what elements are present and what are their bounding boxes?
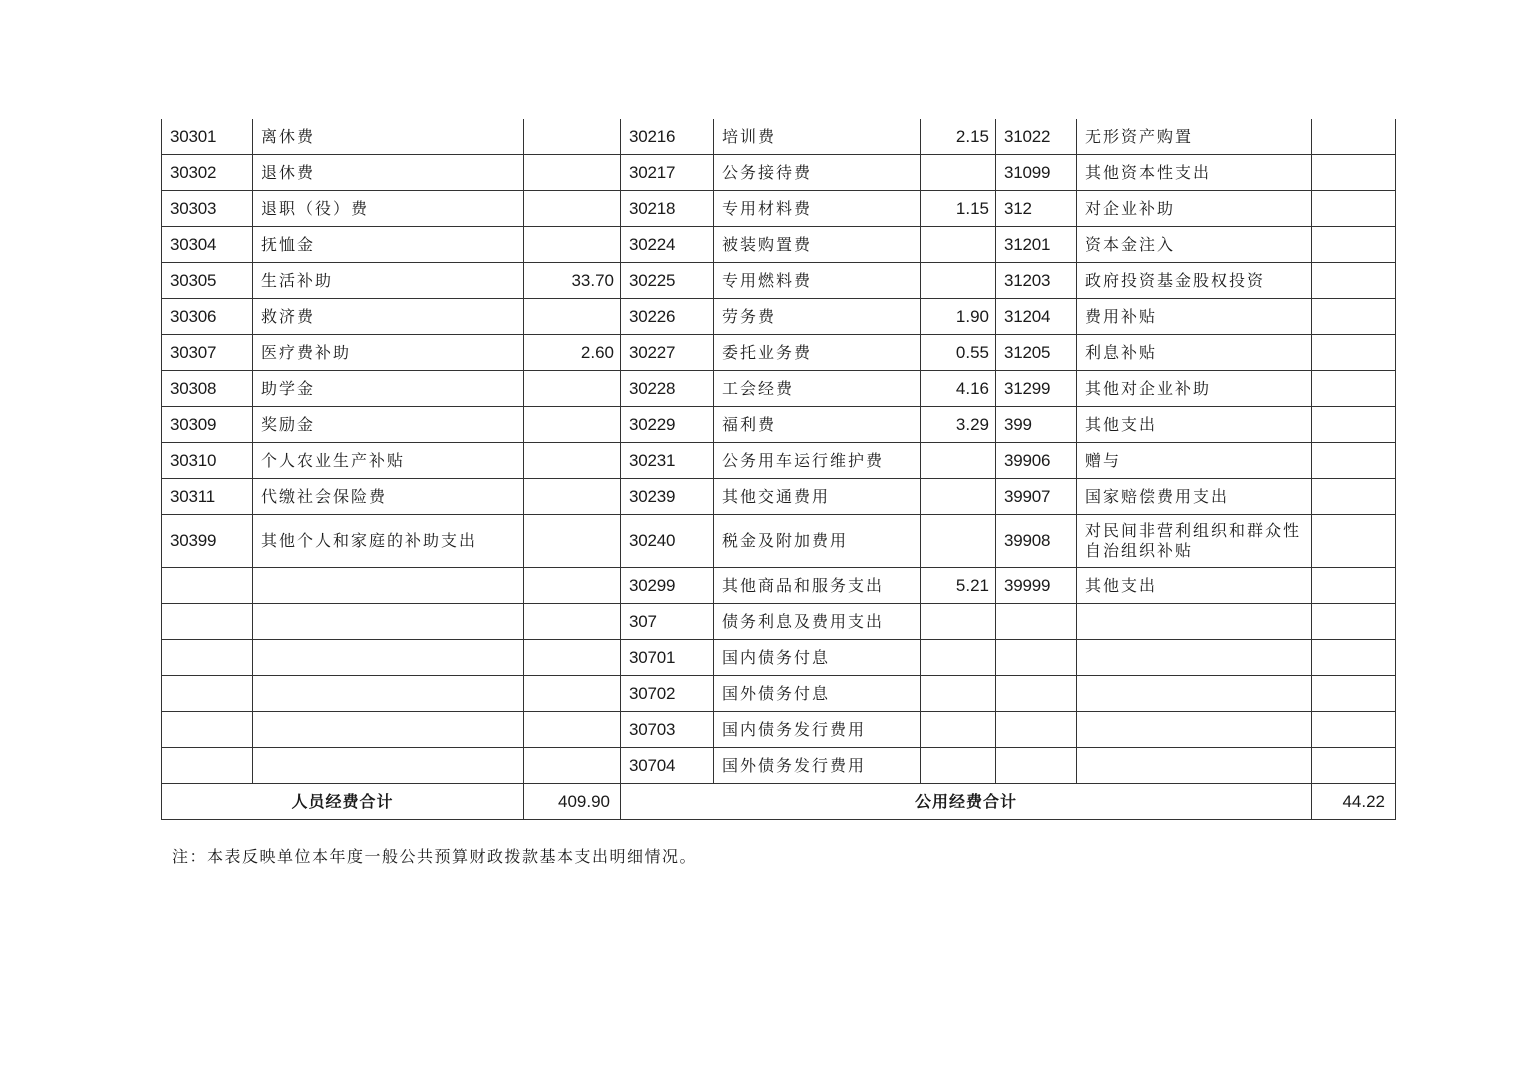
public-item-name: 债务利息及费用支出 [714, 604, 921, 640]
capital-code: 31205 [996, 335, 1077, 371]
capital-item-name: 其他支出 [1077, 407, 1312, 443]
personnel-item-name: 代缴社会保险费 [253, 479, 524, 515]
capital-amount [1312, 191, 1396, 227]
capital-amount [1312, 119, 1396, 155]
capital-code: 31299 [996, 371, 1077, 407]
capital-item-name: 对企业补助 [1077, 191, 1312, 227]
public-total-label: 公用经费合计 [621, 784, 1312, 820]
table-row [162, 227, 1396, 263]
public-code: 30701 [621, 640, 714, 676]
public-code: 30228 [621, 371, 714, 407]
public-amount [921, 515, 996, 568]
public-code: 30227 [621, 335, 714, 371]
public-code: 30239 [621, 479, 714, 515]
personnel-code [162, 676, 253, 712]
table-row [162, 299, 1396, 335]
personnel-amount [524, 191, 621, 227]
public-code: 30231 [621, 443, 714, 479]
personnel-amount: 33.70 [524, 263, 621, 299]
capital-code: 399 [996, 407, 1077, 443]
capital-item-name: 政府投资基金股权投资 [1077, 263, 1312, 299]
personnel-amount [524, 119, 621, 155]
public-item-name: 国内债务付息 [714, 640, 921, 676]
personnel-item-name: 生活补助 [253, 263, 524, 299]
capital-code [996, 748, 1077, 784]
personnel-code: 30302 [162, 155, 253, 191]
personnel-code [162, 604, 253, 640]
personnel-code: 30309 [162, 407, 253, 443]
table-row [162, 515, 1396, 568]
personnel-total-amount: 409.90 [524, 784, 621, 820]
totals-row [162, 784, 1396, 820]
personnel-amount [524, 712, 621, 748]
capital-item-name: 其他资本性支出 [1077, 155, 1312, 191]
public-amount: 1.15 [921, 191, 996, 227]
table-row [162, 568, 1396, 604]
public-amount [921, 155, 996, 191]
public-item-name: 国内债务发行费用 [714, 712, 921, 748]
capital-item-name [1077, 604, 1312, 640]
capital-code [996, 676, 1077, 712]
public-item-name: 公务接待费 [714, 155, 921, 191]
public-item-name: 委托业务费 [714, 335, 921, 371]
capital-item-name [1077, 640, 1312, 676]
public-code: 30216 [621, 119, 714, 155]
personnel-code [162, 712, 253, 748]
personnel-code: 30305 [162, 263, 253, 299]
public-item-name: 专用材料费 [714, 191, 921, 227]
personnel-total-label: 人员经费合计 [162, 784, 524, 820]
capital-item-name: 费用补贴 [1077, 299, 1312, 335]
personnel-amount [524, 299, 621, 335]
public-item-name: 其他商品和服务支出 [714, 568, 921, 604]
capital-item-name: 资本金注入 [1077, 227, 1312, 263]
personnel-item-name [253, 604, 524, 640]
public-amount [921, 263, 996, 299]
capital-code: 39907 [996, 479, 1077, 515]
capital-code: 39999 [996, 568, 1077, 604]
personnel-code: 30303 [162, 191, 253, 227]
capital-item-name: 其他对企业补助 [1077, 371, 1312, 407]
capital-amount [1312, 227, 1396, 263]
capital-code: 31099 [996, 155, 1077, 191]
public-code: 30225 [621, 263, 714, 299]
personnel-item-name: 救济费 [253, 299, 524, 335]
personnel-code: 30310 [162, 443, 253, 479]
table-row [162, 335, 1396, 371]
capital-amount [1312, 407, 1396, 443]
public-amount [921, 227, 996, 263]
personnel-amount [524, 371, 621, 407]
capital-amount [1312, 515, 1396, 568]
capital-item-name: 赠与 [1077, 443, 1312, 479]
table-row [162, 640, 1396, 676]
personnel-code: 30308 [162, 371, 253, 407]
public-code: 307 [621, 604, 714, 640]
personnel-code: 30399 [162, 515, 253, 568]
personnel-code: 30307 [162, 335, 253, 371]
personnel-item-name [253, 568, 524, 604]
table-row [162, 479, 1396, 515]
capital-item-name: 对民间非营利组织和群众性自治组织补贴 [1077, 515, 1312, 568]
public-item-name: 国外债务发行费用 [714, 748, 921, 784]
public-code: 30217 [621, 155, 714, 191]
public-code: 30229 [621, 407, 714, 443]
table-row [162, 191, 1396, 227]
public-item-name: 工会经费 [714, 371, 921, 407]
capital-item-name [1077, 748, 1312, 784]
table-body [162, 119, 1396, 784]
personnel-item-name: 退休费 [253, 155, 524, 191]
public-amount: 1.90 [921, 299, 996, 335]
public-code: 30299 [621, 568, 714, 604]
public-amount [921, 748, 996, 784]
personnel-code [162, 748, 253, 784]
public-item-name: 税金及附加费用 [714, 515, 921, 568]
table-row [162, 443, 1396, 479]
capital-code: 31204 [996, 299, 1077, 335]
public-total-amount: 44.22 [1312, 784, 1396, 820]
public-item-name: 专用燃料费 [714, 263, 921, 299]
public-amount [921, 676, 996, 712]
public-item-name: 其他交通费用 [714, 479, 921, 515]
public-item-name: 公务用车运行维护费 [714, 443, 921, 479]
table-row [162, 604, 1396, 640]
table-row [162, 748, 1396, 784]
personnel-item-name: 个人农业生产补贴 [253, 443, 524, 479]
personnel-code [162, 640, 253, 676]
personnel-item-name: 其他个人和家庭的补助支出 [253, 515, 524, 568]
personnel-item-name: 退职（役）费 [253, 191, 524, 227]
capital-code [996, 640, 1077, 676]
public-code: 30218 [621, 191, 714, 227]
public-item-name: 培训费 [714, 119, 921, 155]
public-item-name: 国外债务付息 [714, 676, 921, 712]
capital-amount [1312, 604, 1396, 640]
personnel-amount [524, 155, 621, 191]
public-amount [921, 640, 996, 676]
personnel-item-name: 助学金 [253, 371, 524, 407]
personnel-item-name [253, 676, 524, 712]
public-amount [921, 604, 996, 640]
table-row [162, 119, 1396, 155]
personnel-code: 30306 [162, 299, 253, 335]
table-row [162, 676, 1396, 712]
public-amount [921, 443, 996, 479]
personnel-item-name: 抚恤金 [253, 227, 524, 263]
capital-amount [1312, 335, 1396, 371]
capital-code: 39906 [996, 443, 1077, 479]
public-amount: 3.29 [921, 407, 996, 443]
personnel-amount [524, 676, 621, 712]
public-item-name: 被装购置费 [714, 227, 921, 263]
capital-code [996, 712, 1077, 748]
table-row [162, 712, 1396, 748]
capital-amount [1312, 748, 1396, 784]
personnel-item-name [253, 748, 524, 784]
budget-expenditure-table [161, 119, 1396, 820]
capital-code: 39908 [996, 515, 1077, 568]
personnel-code: 30311 [162, 479, 253, 515]
public-amount: 4.16 [921, 371, 996, 407]
table-row [162, 263, 1396, 299]
personnel-amount: 2.60 [524, 335, 621, 371]
table-row [162, 407, 1396, 443]
capital-code: 31022 [996, 119, 1077, 155]
personnel-amount [524, 407, 621, 443]
capital-item-name [1077, 676, 1312, 712]
capital-item-name [1077, 712, 1312, 748]
capital-amount [1312, 479, 1396, 515]
personnel-amount [524, 748, 621, 784]
capital-item-name: 利息补贴 [1077, 335, 1312, 371]
capital-amount [1312, 263, 1396, 299]
capital-code: 312 [996, 191, 1077, 227]
personnel-item-name: 医疗费补助 [253, 335, 524, 371]
personnel-code [162, 568, 253, 604]
public-amount [921, 479, 996, 515]
capital-amount [1312, 443, 1396, 479]
capital-item-name: 其他支出 [1077, 568, 1312, 604]
public-code: 30224 [621, 227, 714, 263]
public-code: 30704 [621, 748, 714, 784]
personnel-amount [524, 604, 621, 640]
capital-amount [1312, 568, 1396, 604]
personnel-amount [524, 479, 621, 515]
personnel-amount [524, 640, 621, 676]
public-amount: 5.21 [921, 568, 996, 604]
capital-code: 31201 [996, 227, 1077, 263]
public-item-name: 劳务费 [714, 299, 921, 335]
capital-amount [1312, 299, 1396, 335]
public-item-name: 福利费 [714, 407, 921, 443]
capital-code [996, 604, 1077, 640]
capital-amount [1312, 371, 1396, 407]
table-row [162, 371, 1396, 407]
personnel-amount [524, 443, 621, 479]
public-code: 30703 [621, 712, 714, 748]
capital-item-name: 国家赔偿费用支出 [1077, 479, 1312, 515]
capital-amount [1312, 676, 1396, 712]
table-footnote: 注：本表反映单位本年度一般公共预算财政拨款基本支出明细情况。 [172, 847, 698, 866]
public-code: 30702 [621, 676, 714, 712]
capital-amount [1312, 640, 1396, 676]
public-amount: 0.55 [921, 335, 996, 371]
personnel-item-name [253, 640, 524, 676]
capital-item-name: 无形资产购置 [1077, 119, 1312, 155]
public-amount: 2.15 [921, 119, 996, 155]
personnel-code: 30301 [162, 119, 253, 155]
capital-code: 31203 [996, 263, 1077, 299]
personnel-code: 30304 [162, 227, 253, 263]
personnel-item-name: 离休费 [253, 119, 524, 155]
personnel-item-name: 奖励金 [253, 407, 524, 443]
personnel-amount [524, 568, 621, 604]
public-code: 30226 [621, 299, 714, 335]
personnel-amount [524, 227, 621, 263]
capital-amount [1312, 712, 1396, 748]
table-row [162, 155, 1396, 191]
public-amount [921, 712, 996, 748]
personnel-amount [524, 515, 621, 568]
public-code: 30240 [621, 515, 714, 568]
capital-amount [1312, 155, 1396, 191]
personnel-item-name [253, 712, 524, 748]
